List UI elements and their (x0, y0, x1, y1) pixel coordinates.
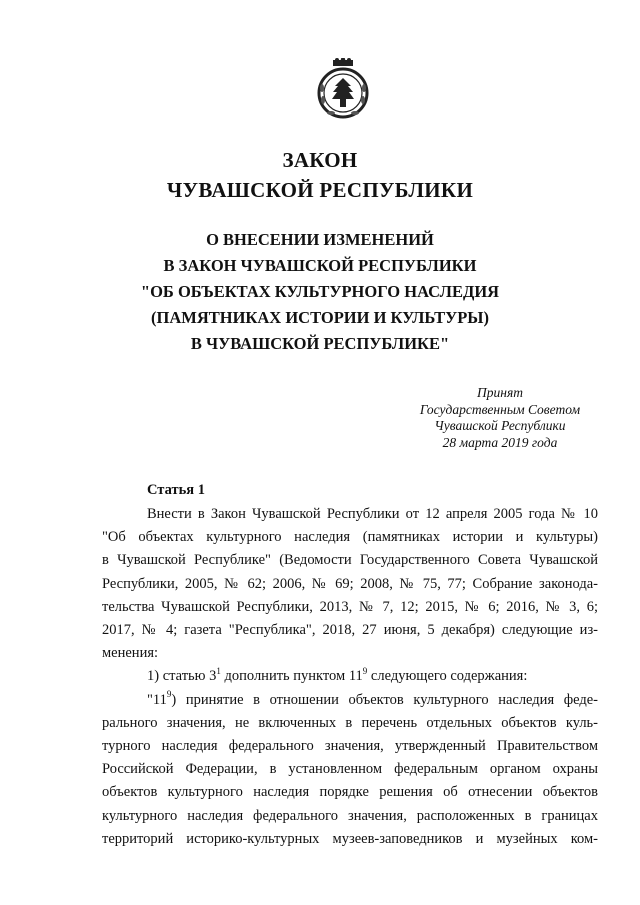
law-title: ЗАКОН (282, 148, 358, 172)
adopted-line: Государственным Советом (419, 401, 581, 417)
quoted-text-first-line (102, 689, 598, 712)
adopted-line: Чувашской Республики (434, 418, 566, 433)
article-heading: Статья 1 (147, 482, 205, 498)
item-text: 1) статью 3 (147, 668, 217, 685)
superscript: 1 (216, 665, 221, 676)
item-text: дополнить пунктом 11 (220, 668, 363, 685)
subtitle-line: "ОБ ОБЪЕКТАХ КУЛЬТУРНОГО НАСЛЕДИЯ (140, 282, 500, 301)
body-line: турного наследия федерального значения, утвержденный Правительством (102, 738, 598, 755)
superscript: 9 (362, 665, 368, 676)
body-line: 2017, № 4; газета "Республика", 2018, 27 июня, 5 декабря) следующие из- (102, 622, 598, 639)
body-line: объектов культурного наследия порядке решения об отнесении объектов (102, 784, 598, 801)
item-text: следующего содержания: (367, 668, 528, 685)
adoption-note (400, 385, 600, 451)
quote-open: "11 (147, 691, 167, 708)
quote-text: ) принятие в отношении объектов культурного наследия феде- (171, 691, 598, 708)
adopted-line: Принят (477, 385, 523, 400)
law-subtitle (0, 227, 640, 357)
law-title-republic: ЧУВАШСКОЙ РЕСПУБЛИКИ (166, 178, 474, 202)
subtitle-line: В ЗАКОН ЧУВАШСКОЙ РЕСПУБЛИКИ (163, 256, 477, 275)
superscript: 9 (166, 688, 172, 699)
body-line: Республики, 2005, № 62; 2006, № 69; 2008, № 75, 77; Собрание законода- (102, 575, 598, 592)
adoption-date: 28 марта 2019 года (442, 434, 558, 450)
chuvash-republic-coat-of-arms-icon (315, 58, 371, 120)
body-line: территорий историко-культурных музеев-заповедников и музейных ком- (102, 830, 598, 847)
body-line: культурного наследия федерального значения, расположенных в границах (102, 807, 598, 824)
article-body (102, 503, 598, 851)
subtitle-line: О ВНЕСЕНИИ ИЗМЕНЕНИЙ (206, 230, 434, 249)
body-line: в Чувашской Республике" (Ведомости Государственного Совета Чувашской (102, 552, 598, 569)
body-line: тельства Чувашской Республики, 2013, № 7, 12; 2015, № 6; 2016, № 3, 6; (102, 598, 598, 615)
body-line: менения: (102, 645, 159, 662)
subtitle-line: В ЧУВАШСКОЙ РЕСПУБЛИКЕ" (190, 334, 450, 353)
body-line: "Об объектах культурного наследия (памятниках истории и культуры) (102, 529, 598, 546)
subtitle-line: (ПАМЯТНИКАХ ИСТОРИИ И КУЛЬТУРЫ) (151, 308, 489, 327)
amendment-item-1 (102, 665, 598, 688)
body-line: рального значения, не включенных в перечень отдельных объектов куль- (102, 714, 598, 731)
body-line: Российской Федерации, в установленном федеральным органом охраны (102, 761, 598, 778)
body-line: Внести в Закон Чувашской Республики от 12 апреля 2005 года № 10 (147, 506, 598, 522)
